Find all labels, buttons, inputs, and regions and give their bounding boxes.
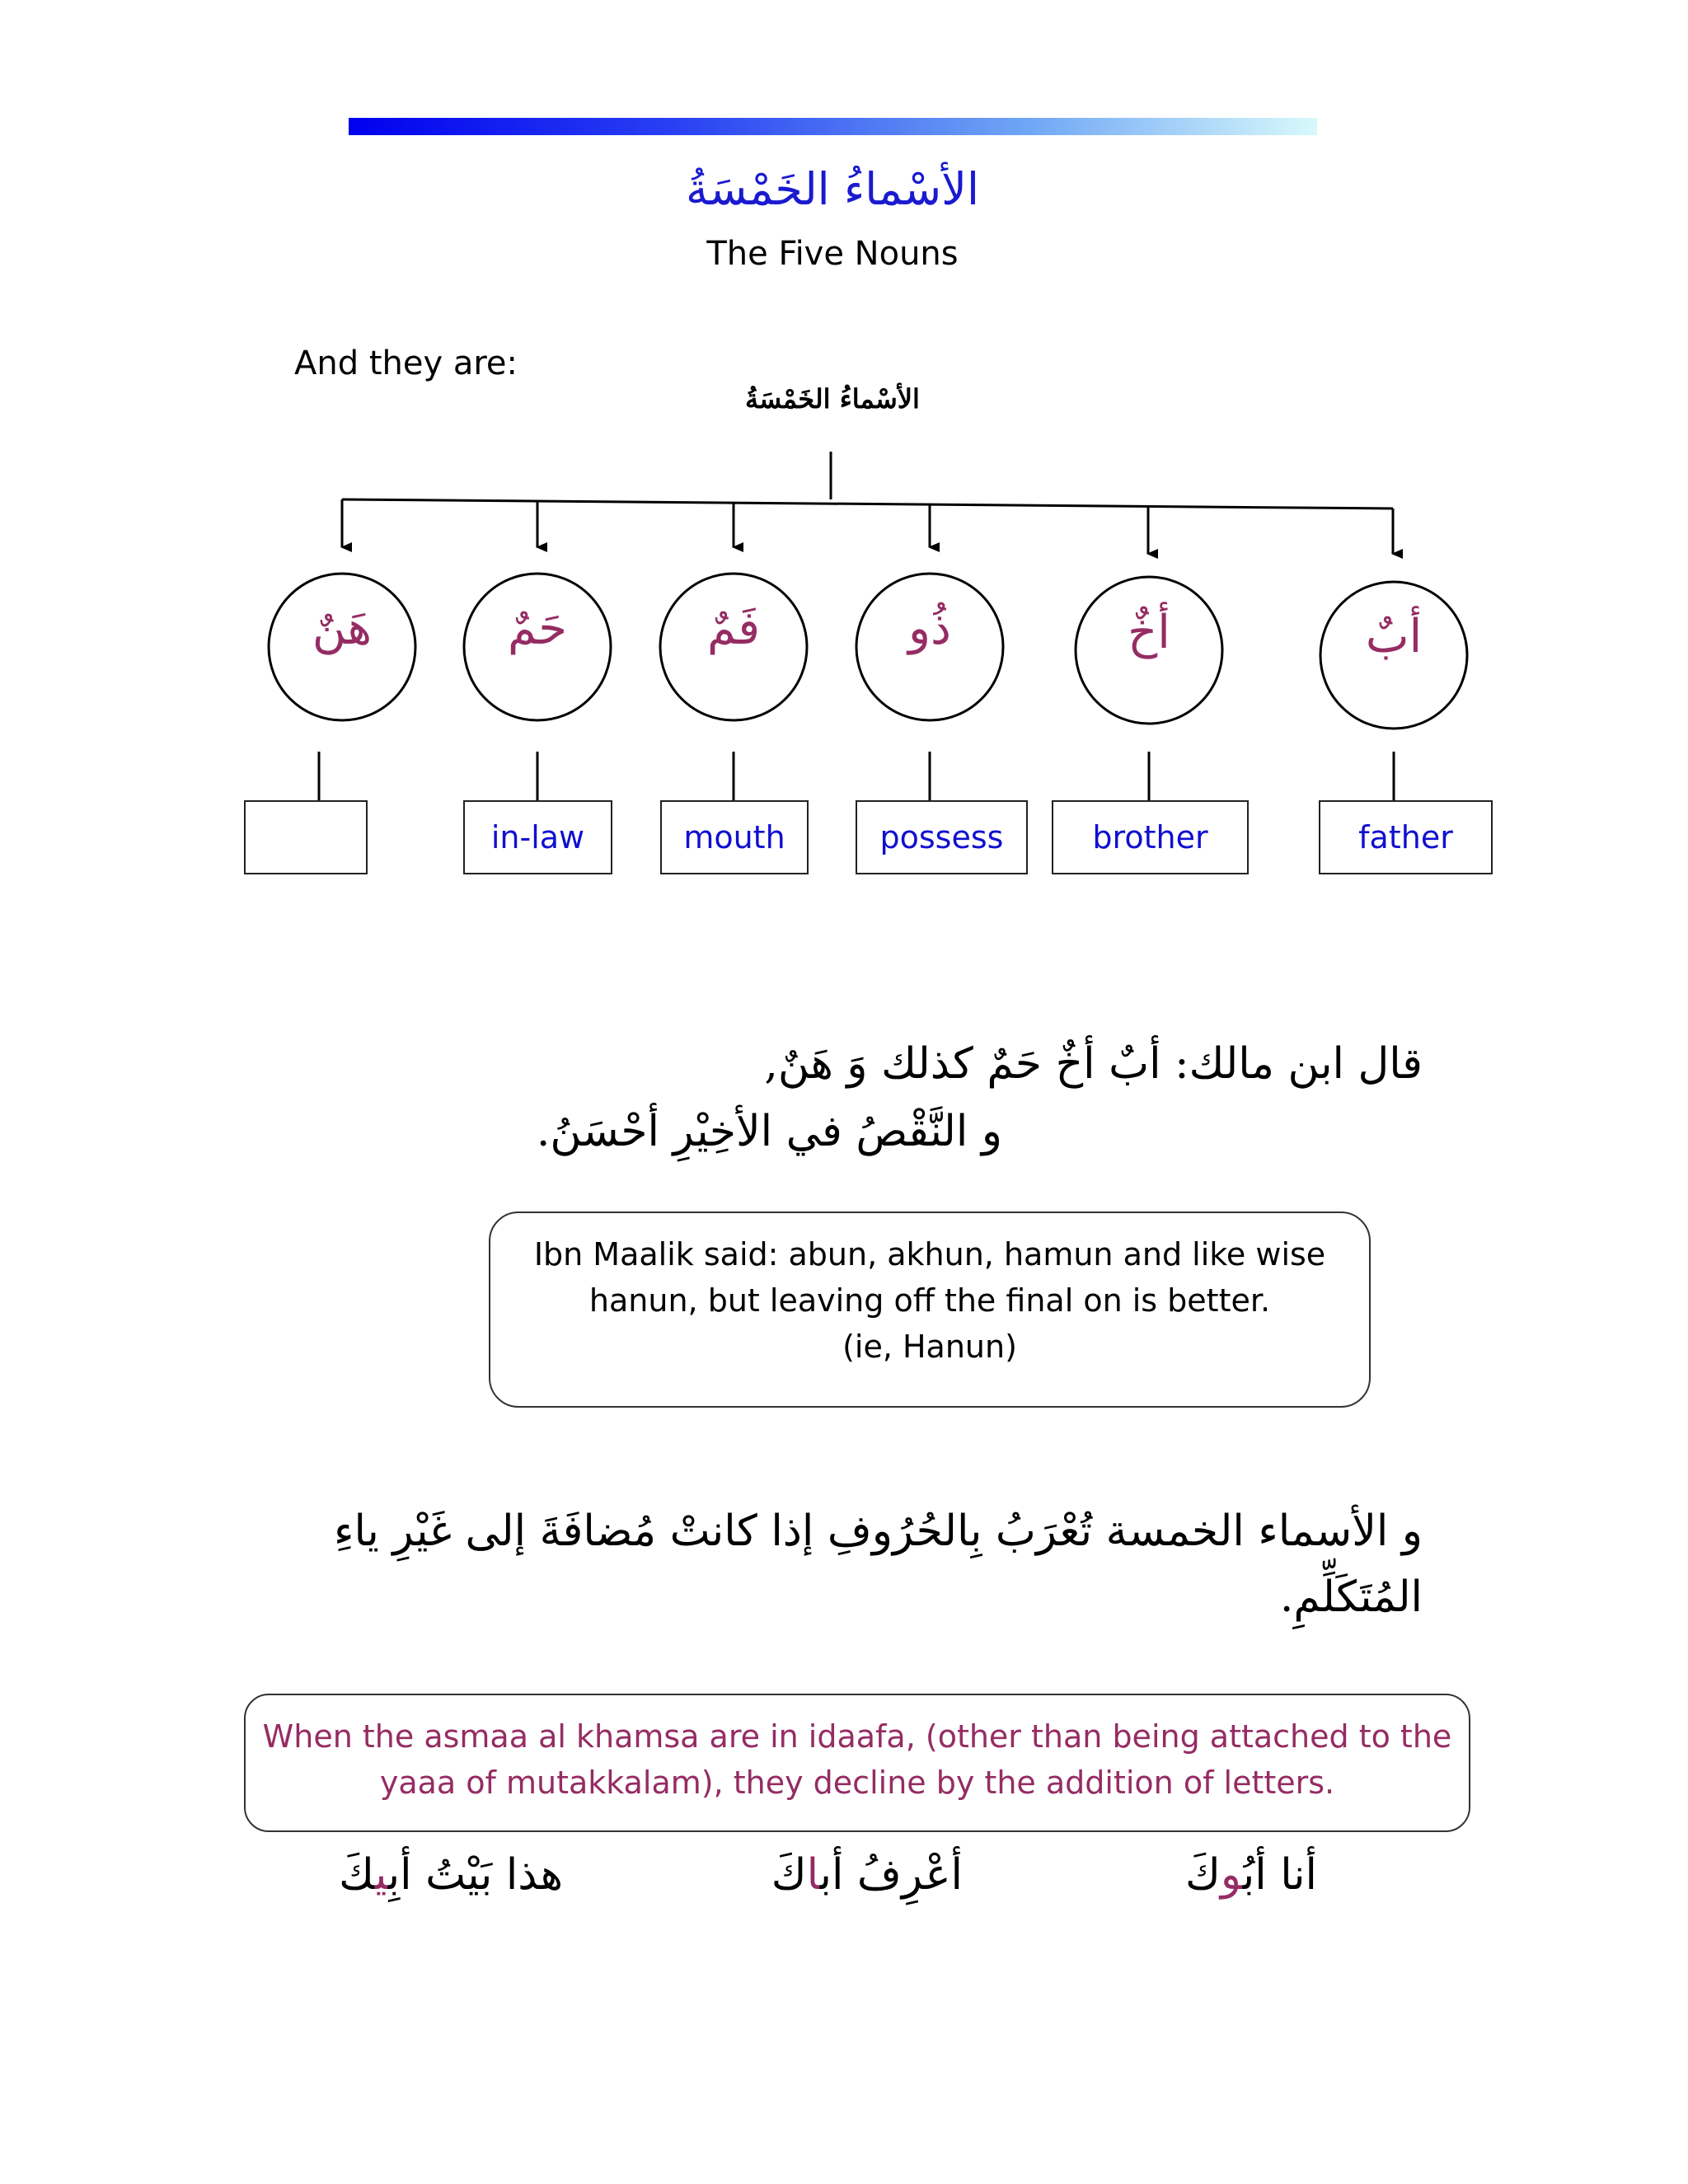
example-3-end: كَ — [339, 1850, 375, 1900]
label-box-mouth: mouth — [660, 800, 809, 874]
note1-line-3: (ie, Hanun) — [842, 1329, 1017, 1365]
example-3-highlight: ي — [374, 1850, 388, 1900]
label-box-brother: brother — [1052, 800, 1249, 874]
node-possess-arabic: ذُو — [908, 602, 951, 655]
example-1-end: كَ — [1185, 1850, 1221, 1900]
quote-line-1: قال ابن مالك: أبٌ أخٌ حَمٌ كذلك وَ هَنٌ, — [764, 1039, 1423, 1089]
example-1-highlight: و — [1220, 1850, 1243, 1900]
example-3 — [339, 1850, 563, 1900]
label-box-hanun — [244, 800, 368, 874]
declension-rule — [269, 1498, 1423, 1630]
label-box-in-law: in-law — [463, 800, 612, 874]
label-box-possess: possess — [856, 800, 1028, 874]
page-title-arabic: الأسْماءُ الخَمْسَةُ — [686, 163, 979, 215]
page-title-english: The Five Nouns — [706, 235, 959, 273]
tree-root-label: الأسْماءُ الخَمْسَةُ — [745, 383, 920, 415]
intro-text: And they are: — [294, 344, 518, 382]
tree-diagram — [0, 0, 1688, 907]
node-in-law-arabic: حَمٌ — [508, 602, 567, 655]
translation-box-1 — [489, 1212, 1371, 1408]
example-2-highlight: ا — [806, 1850, 820, 1900]
node-mouth-arabic: فَمٌ — [706, 602, 761, 655]
note2-line-1: When the asmaa al khamsa are in idaafa, (other than being attached to the — [262, 1718, 1452, 1755]
translation-box-2 — [244, 1694, 1470, 1832]
example-3-start: هذا بَيْتُ أبِ — [387, 1850, 563, 1900]
tree-horizontal-line — [342, 499, 1393, 509]
example-2-end: كَ — [771, 1850, 807, 1900]
node-hanun-arabic: هَنٌ — [312, 602, 373, 655]
note1-line-2: hanun, but leaving off the final on is better. — [588, 1282, 1271, 1319]
ibn-maalik-quote — [186, 1030, 1423, 1165]
label-box-father: father — [1319, 800, 1493, 874]
example-2-start: أعْرِفُ أب — [819, 1850, 963, 1900]
example-2 — [771, 1850, 963, 1900]
quote-line-2: و النَّقْصُ في الأخِيْرِ أحْسَنُ. — [536, 1107, 1002, 1156]
rule-line-1: و الأسماء الخمسة تُعْرَبُ بِالحُرُوفِ إذا كانتْ مُضافَةَ إلى غَيْرِ ياءِ — [334, 1507, 1423, 1556]
node-brother-arabic: أخٌ — [1128, 606, 1170, 659]
example-1-start: أنا أبُ — [1242, 1850, 1317, 1900]
note2-line-2: yaaa of mutakkalam), they decline by the addition of letters. — [379, 1765, 1335, 1801]
note1-line-1: Ibn Maalik said: abun, akhun, hamun and like wise — [533, 1236, 1326, 1272]
rule-line-2: المُتَكَلِّمِ. — [1279, 1572, 1423, 1622]
node-father-arabic: أبٌ — [1365, 610, 1423, 663]
example-1 — [1185, 1850, 1317, 1900]
